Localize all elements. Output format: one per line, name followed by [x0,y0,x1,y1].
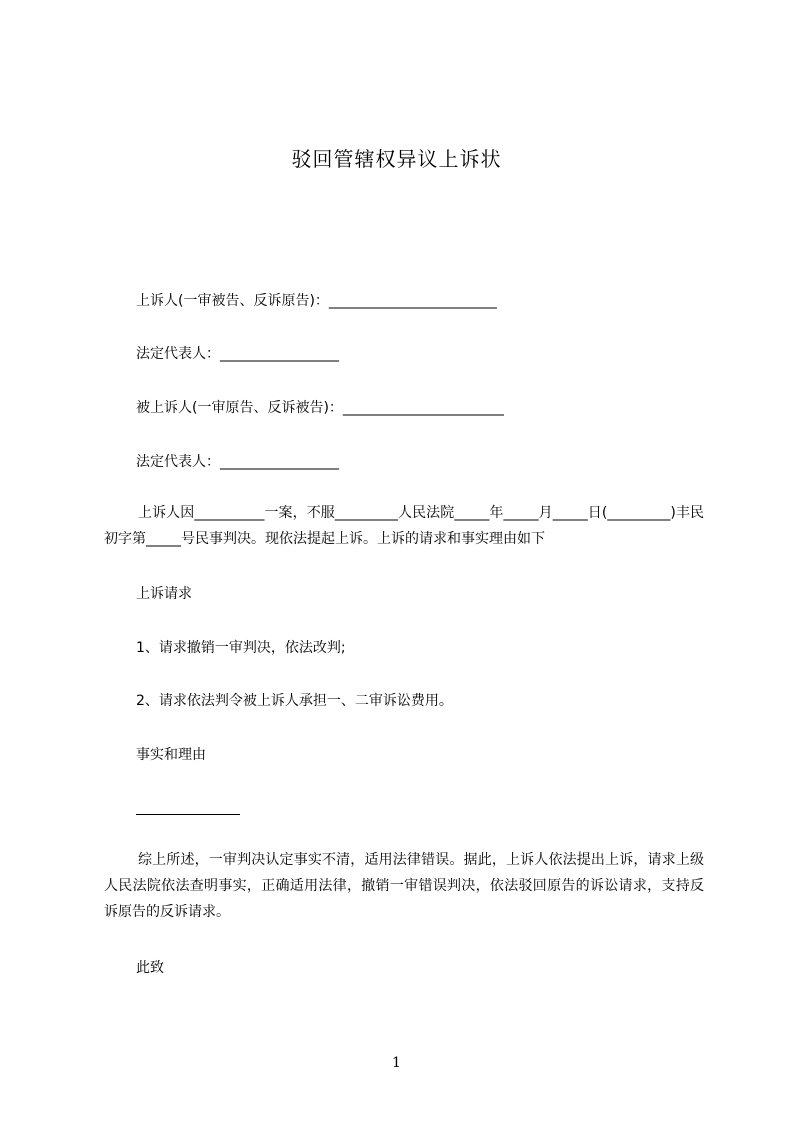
case-intro-paragraph: 上诉人因__________一案，不服_________人民法院_____年_____月_____日(_________)丰民初字第_____号民事判决。现依法提起上诉。上诉的请求和事实理由如下 [104,505,704,547]
closing-salutation: 此致 [136,960,164,976]
appellee-representative-line: 法定代表人：_________________ [136,454,339,470]
request-item-1: 1、请求撤销一审判决，依法改判; [136,640,346,656]
page-number: 1 [392,1055,401,1071]
appellant-representative-line: 法定代表人：_________________ [136,346,339,362]
appellee-line: 被上诉人(一审原告、反诉被告)：_______________________ [136,400,504,416]
summary-paragraph: 综上所述，一审判决认定事实不清，适用法律错误。据此，上诉人依法提出上诉，请求上级人民法院依法查明事实，正确适用法律，撤销一审错误判决，依法驳回原告的诉讼请求，支持反诉原告的反诉请求。 [104,852,704,920]
appeal-requests-heading: 上诉请求 [136,586,192,602]
appellant-line: 上诉人(一审被告、反诉原告)：________________________ [136,293,497,309]
facts-and-reasons-heading: 事实和理由 [136,747,206,763]
request-item-2: 2、请求依法判令被上诉人承担一、二审诉讼费用。 [136,693,453,709]
facts-blank-line [136,814,240,815]
document-title: 驳回管辖权异议上诉状 [291,147,502,171]
